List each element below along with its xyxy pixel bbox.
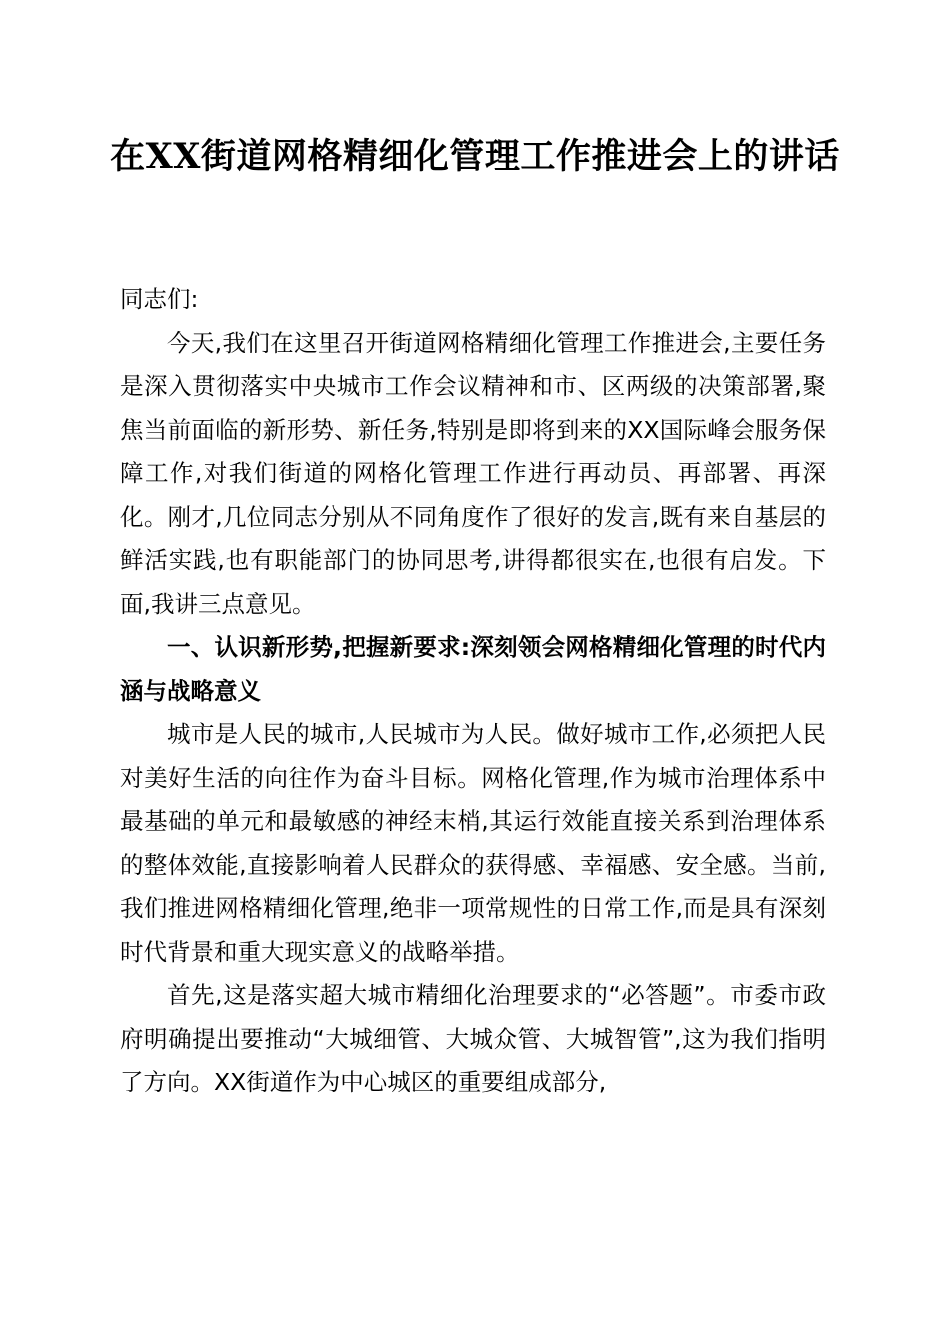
document-title: 在XX街道网格精细化管理工作推进会上的讲话 [110, 136, 840, 177]
section-heading-1: 一、认识新形势,把握新要求:深刻领会网格精细化管理的时代内涵与战略意义 [120, 633, 826, 705]
intro-paragraph: 今天,我们在这里召开街道网格精细化管理工作推进会,主要任务是深入贯彻落实中央城市工作会议精神和市、区两级的决策部署,聚焦当前面临的新形势、新任务,特别是即将到来的XX国际峰会服务保障工作,对我们街道的网格化管理工作进行再动员、再部署、再深化。刚才,几位同志分别从不同角度作了很好的发言,既有来自基层的鲜活实践,也有职能部门的协同思考,讲得都很实在,也很有启发。下面,我讲三点意见。 [120, 328, 826, 618]
body-paragraph: 城市是人民的城市,人民城市为人民。做好城市工作,必须把人民对美好生活的向往作为奋斗目标。网格化管理,作为城市治理体系中最基础的单元和最敏感的神经末梢,其运行效能直接关系到治理体系的整体效能,直接影响着人民群众的获得感、幸福感、安全感。当前,我们推进网格精细化管理,绝非一项常规性的日常工作,而是具有深刻时代背景和重大现实意义的战略举措。 [120, 720, 826, 966]
salutation: 同志们: [120, 285, 199, 313]
document-body [120, 278, 826, 1105]
body-paragraph: 首先,这是落实超大城市精细化治理要求的“必答题”。市委市政府明确提出要推动“大城细管、大城众管、大城智管”,这为我们指明了方向。XX街道作为中心城区的重要组成部分, [120, 981, 826, 1096]
